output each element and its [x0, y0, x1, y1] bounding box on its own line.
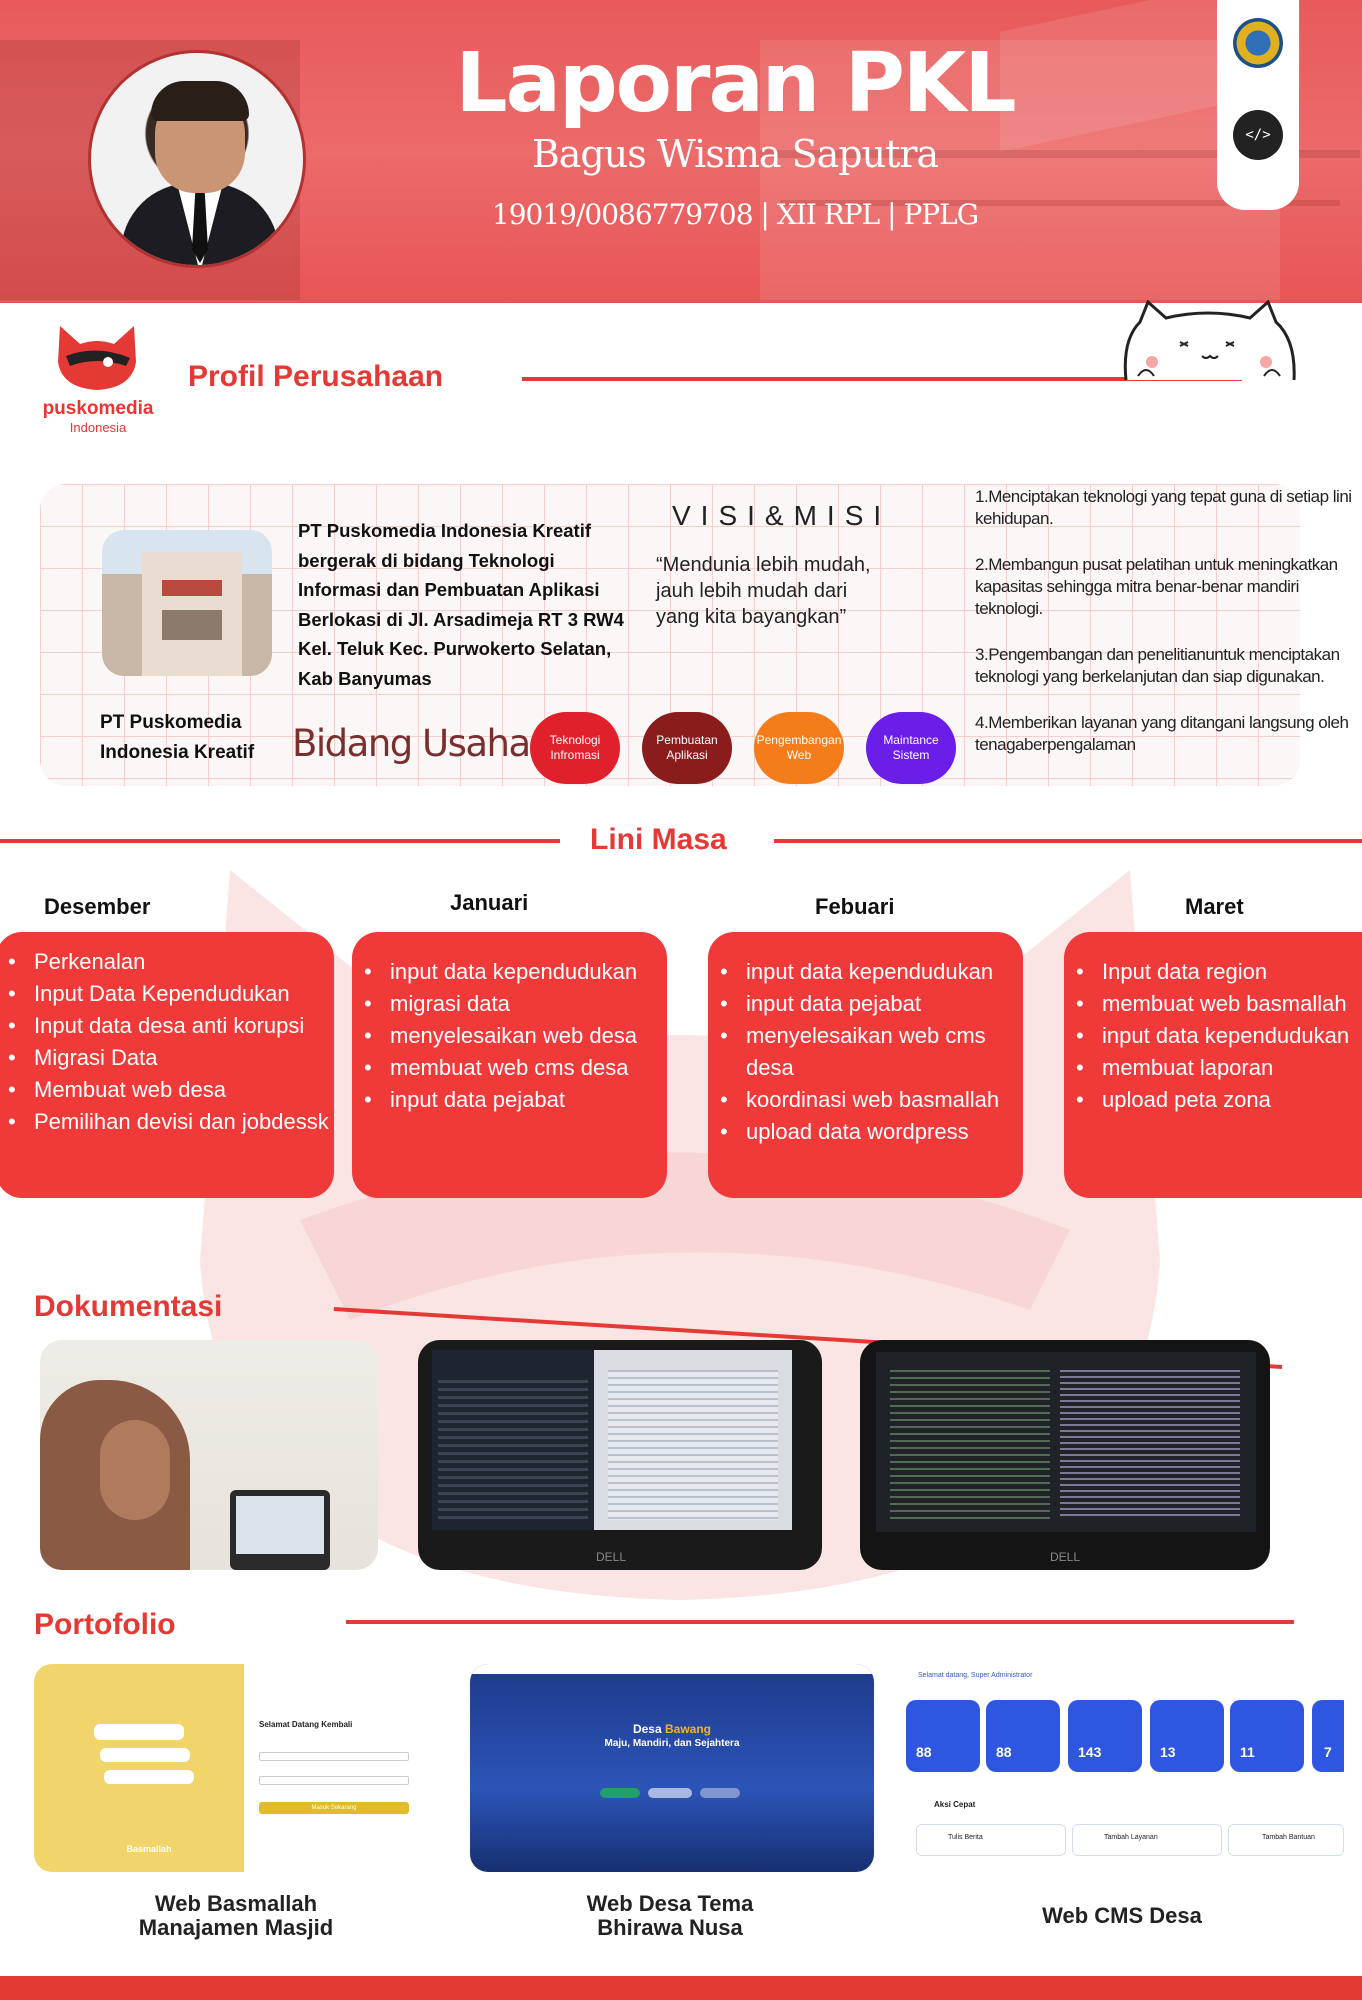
school-logo	[1233, 18, 1283, 68]
misi-item: 2.Membangun pusat pelatihan untuk meningkatkan kapasitas sehingga mitra benar-benar mandiri teknologi.	[975, 555, 1338, 618]
timeline-item: • Migrasi Data	[0, 1042, 334, 1074]
portfolio-caption-cms: Web CMS Desa	[1042, 1903, 1202, 1928]
bidang-pill-web: Pengembangan Web	[754, 712, 844, 784]
timeline-item: • Input data region	[1064, 956, 1362, 988]
timeline-item: • membuat web basmallah	[1064, 988, 1362, 1020]
month-maret: Maret	[1185, 894, 1244, 919]
bidang-pill-maintenance: Maintance Sistem	[866, 712, 956, 784]
documentation-photo-2	[418, 1340, 822, 1570]
logo-panel	[1217, 0, 1299, 210]
timeline-item: • Pemilihan devisi dan jobdessk	[0, 1106, 334, 1138]
laptop-brand: DELL	[1050, 1550, 1081, 1564]
timeline-item: • upload data wordpress	[708, 1116, 1023, 1148]
student-photo	[88, 50, 306, 268]
timeline-card-desember	[0, 932, 334, 1198]
bidang-pill-teknologi: Teknologi Infromasi	[530, 712, 620, 784]
portfolio-caption-basmallah: Web Basmallah Manajamen Masjid	[138, 1891, 334, 1940]
timeline-item: • Input data desa anti korupsi	[0, 1010, 334, 1042]
timeline-item: • Perkenalan	[0, 946, 334, 978]
brand-subtitle: Indonesia	[69, 420, 127, 435]
portfolio-screenshot-basmallah: Basmallah Selamat Datang Kembali Masuk Sekarang	[34, 1664, 438, 1872]
month-januari: Januari	[450, 890, 529, 915]
misi-list	[975, 486, 1361, 780]
profil-section-title: Profil Perusahaan	[188, 360, 444, 393]
portofolio-title: Portofolio	[34, 1608, 176, 1641]
company-description: PT Puskomedia Indonesia Kreatif bergerak di bidang Teknologi Informasi dan Pembuatan Aplikasi Berlokasi di Jl. Arsadimeja RT 3 RW4 Kel. Teluk Kec. Purwokerto Selatan, Kab Banyumas	[298, 520, 624, 689]
timeline-item: • input data kependudukan	[708, 956, 1023, 988]
portfolio-caption-desa: Web Desa Tema Bhirawa Nusa	[586, 1891, 754, 1940]
misi-item: 1.Menciptakan teknologi yang tepat guna di setiap lini kehidupan.	[975, 487, 1352, 528]
timeline-item: • upload peta zona	[1064, 1084, 1362, 1116]
timeline-item: • migrasi data	[352, 988, 667, 1020]
misi-item: 3.Pengembangan dan penelitianuntuk menciptakan teknologi yang berkelanjutan dan siap digunakan.	[975, 645, 1340, 686]
visi-misi-title: VISI&MISI	[672, 500, 892, 531]
portfolio-screenshot-cms: Selamat datang, Super Administrator 88 88 143 13 11 7 Aksi Cepat Tulis Berita Tambah Layanan Tambah Bantuan	[904, 1664, 1344, 1872]
timeline-item: • Input Data Kependudukan	[0, 978, 334, 1010]
timeline-card-maret	[1064, 932, 1362, 1198]
timeline-item: • membuat laporan	[1064, 1052, 1362, 1084]
portfolio-screenshot-desa: Desa Bawang Maju, Mandiri, dan Sejahtera	[470, 1664, 874, 1872]
timeline-item: • input data kependudukan	[352, 956, 667, 988]
student-name: Bagus Wisma Saputra	[531, 132, 939, 176]
code-club-logo: </>	[1233, 110, 1283, 160]
company-building-photo	[102, 530, 272, 676]
bidang-usaha-title: Bidang Usaha	[292, 722, 530, 765]
visi-text: “Mendunia lebih mudah, jauh lebih mudah dari yang kita bayangkan”	[656, 554, 871, 628]
divider	[0, 839, 560, 843]
dokumentasi-title: Dokumentasi	[34, 1290, 223, 1323]
timeline-item: • membuat web cms desa	[352, 1052, 667, 1084]
timeline-item: • Membuat web desa	[0, 1074, 334, 1106]
footer-bar	[0, 1976, 1362, 2000]
timeline-item: • input data pejabat	[352, 1084, 667, 1116]
divider	[346, 1620, 1294, 1624]
sleepy-cat-illustration	[1118, 300, 1300, 390]
timeline-card-januari	[352, 932, 667, 1198]
bidang-pill-aplikasi: Pembuatan Aplikasi	[642, 712, 732, 784]
timeline-item: • menyelesaikan web desa	[352, 1020, 667, 1052]
timeline-card-febuari	[708, 932, 1023, 1198]
company-caption: PT Puskomedia Indonesia Kreatif	[100, 712, 255, 763]
brand-name: puskomedia	[42, 398, 154, 419]
documentation-photo-3	[860, 1340, 1270, 1570]
timeline-item: • input data pejabat	[708, 988, 1023, 1020]
page-title: Laporan PKL	[455, 36, 1015, 131]
divider	[774, 839, 1362, 843]
lini-masa-title: Lini Masa	[590, 823, 727, 856]
misi-item: 4.Memberikan layanan yang ditangani langsung oleh tenagaberpengalaman	[975, 713, 1349, 754]
puskomedia-cat-logo	[52, 322, 142, 392]
timeline-item: • input data kependudukan	[1064, 1020, 1362, 1052]
student-meta: 19019/0086779708 | XII RPL | PPLG	[491, 198, 979, 231]
documentation-photo-1	[40, 1340, 378, 1570]
month-febuari: Febuari	[815, 894, 895, 919]
month-desember: Desember	[44, 894, 151, 919]
timeline-item: • menyelesaikan web cms desa	[708, 1020, 1023, 1084]
laptop-brand: DELL	[596, 1550, 627, 1564]
timeline-item: • koordinasi web basmallah	[708, 1084, 1023, 1116]
